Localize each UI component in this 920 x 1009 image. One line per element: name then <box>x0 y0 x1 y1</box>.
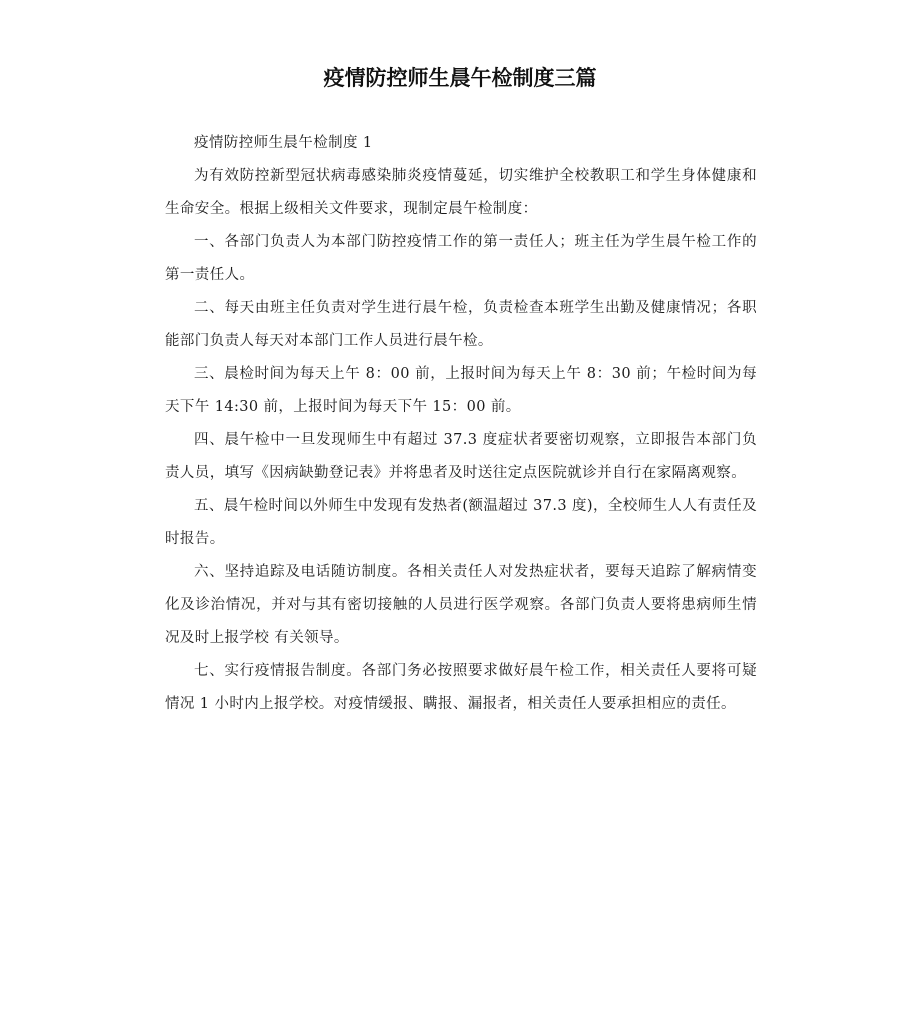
paragraph-item-2: 二、每天由班主任负责对学生进行晨午检，负责检查本班学生出勤及健康情况；各职能部门负责人每天对本部门工作人员进行晨午检。 <box>165 300 757 349</box>
paragraph-item-5: 五、晨午检时间以外师生中发现有发热者(额温超过 37.3 度)，全校师生人人有责任及时报告。 <box>165 498 757 547</box>
paragraph-item-3: 三、晨检时间为每天上午 8：00 前，上报时间为每天上午 8：30 前；午检时间为每天下午 14:30 前，上报时间为每天下午 15：00 前。 <box>165 366 757 415</box>
paragraph-intro: 为有效防控新型冠状病毒感染肺炎疫情蔓延，切实维护全校教职工和学生身体健康和生命安全。根据上级相关文件要求，现制定晨午检制度： <box>165 168 757 217</box>
document-body <box>165 127 757 721</box>
section-heading: 疫情防控师生晨午检制度 1 <box>194 135 373 151</box>
paragraph-item-4: 四、晨午检中一旦发现师生中有超过 37.3 度症状者要密切观察，立即报告本部门负责人员，填写《因病缺勤登记表》并将患者及时送往定点医院就诊并自行在家隔离观察。 <box>165 432 757 481</box>
document-title: 疫情防控师生晨午检制度三篇 <box>323 66 597 90</box>
paragraph-item-1: 一、各部门负责人为本部门防控疫情工作的第一责任人；班主任为学生晨午检工作的第一责任人。 <box>165 234 757 283</box>
paragraph-item-6: 六、坚持追踪及电话随访制度。各相关责任人对发热症状者，要每天追踪了解病情变化及诊治情况，并对与其有密切接触的人员进行医学观察。各部门负责人要将患病师生情况及时上报学校 有关领导。 <box>165 564 757 646</box>
paragraph-item-7: 七、实行疫情报告制度。各部门务必按照要求做好晨午检工作，相关责任人要将可疑情况 1 小时内上报学校。对疫情缓报、瞒报、漏报者，相关责任人要承担相应的责任。 <box>165 663 757 712</box>
